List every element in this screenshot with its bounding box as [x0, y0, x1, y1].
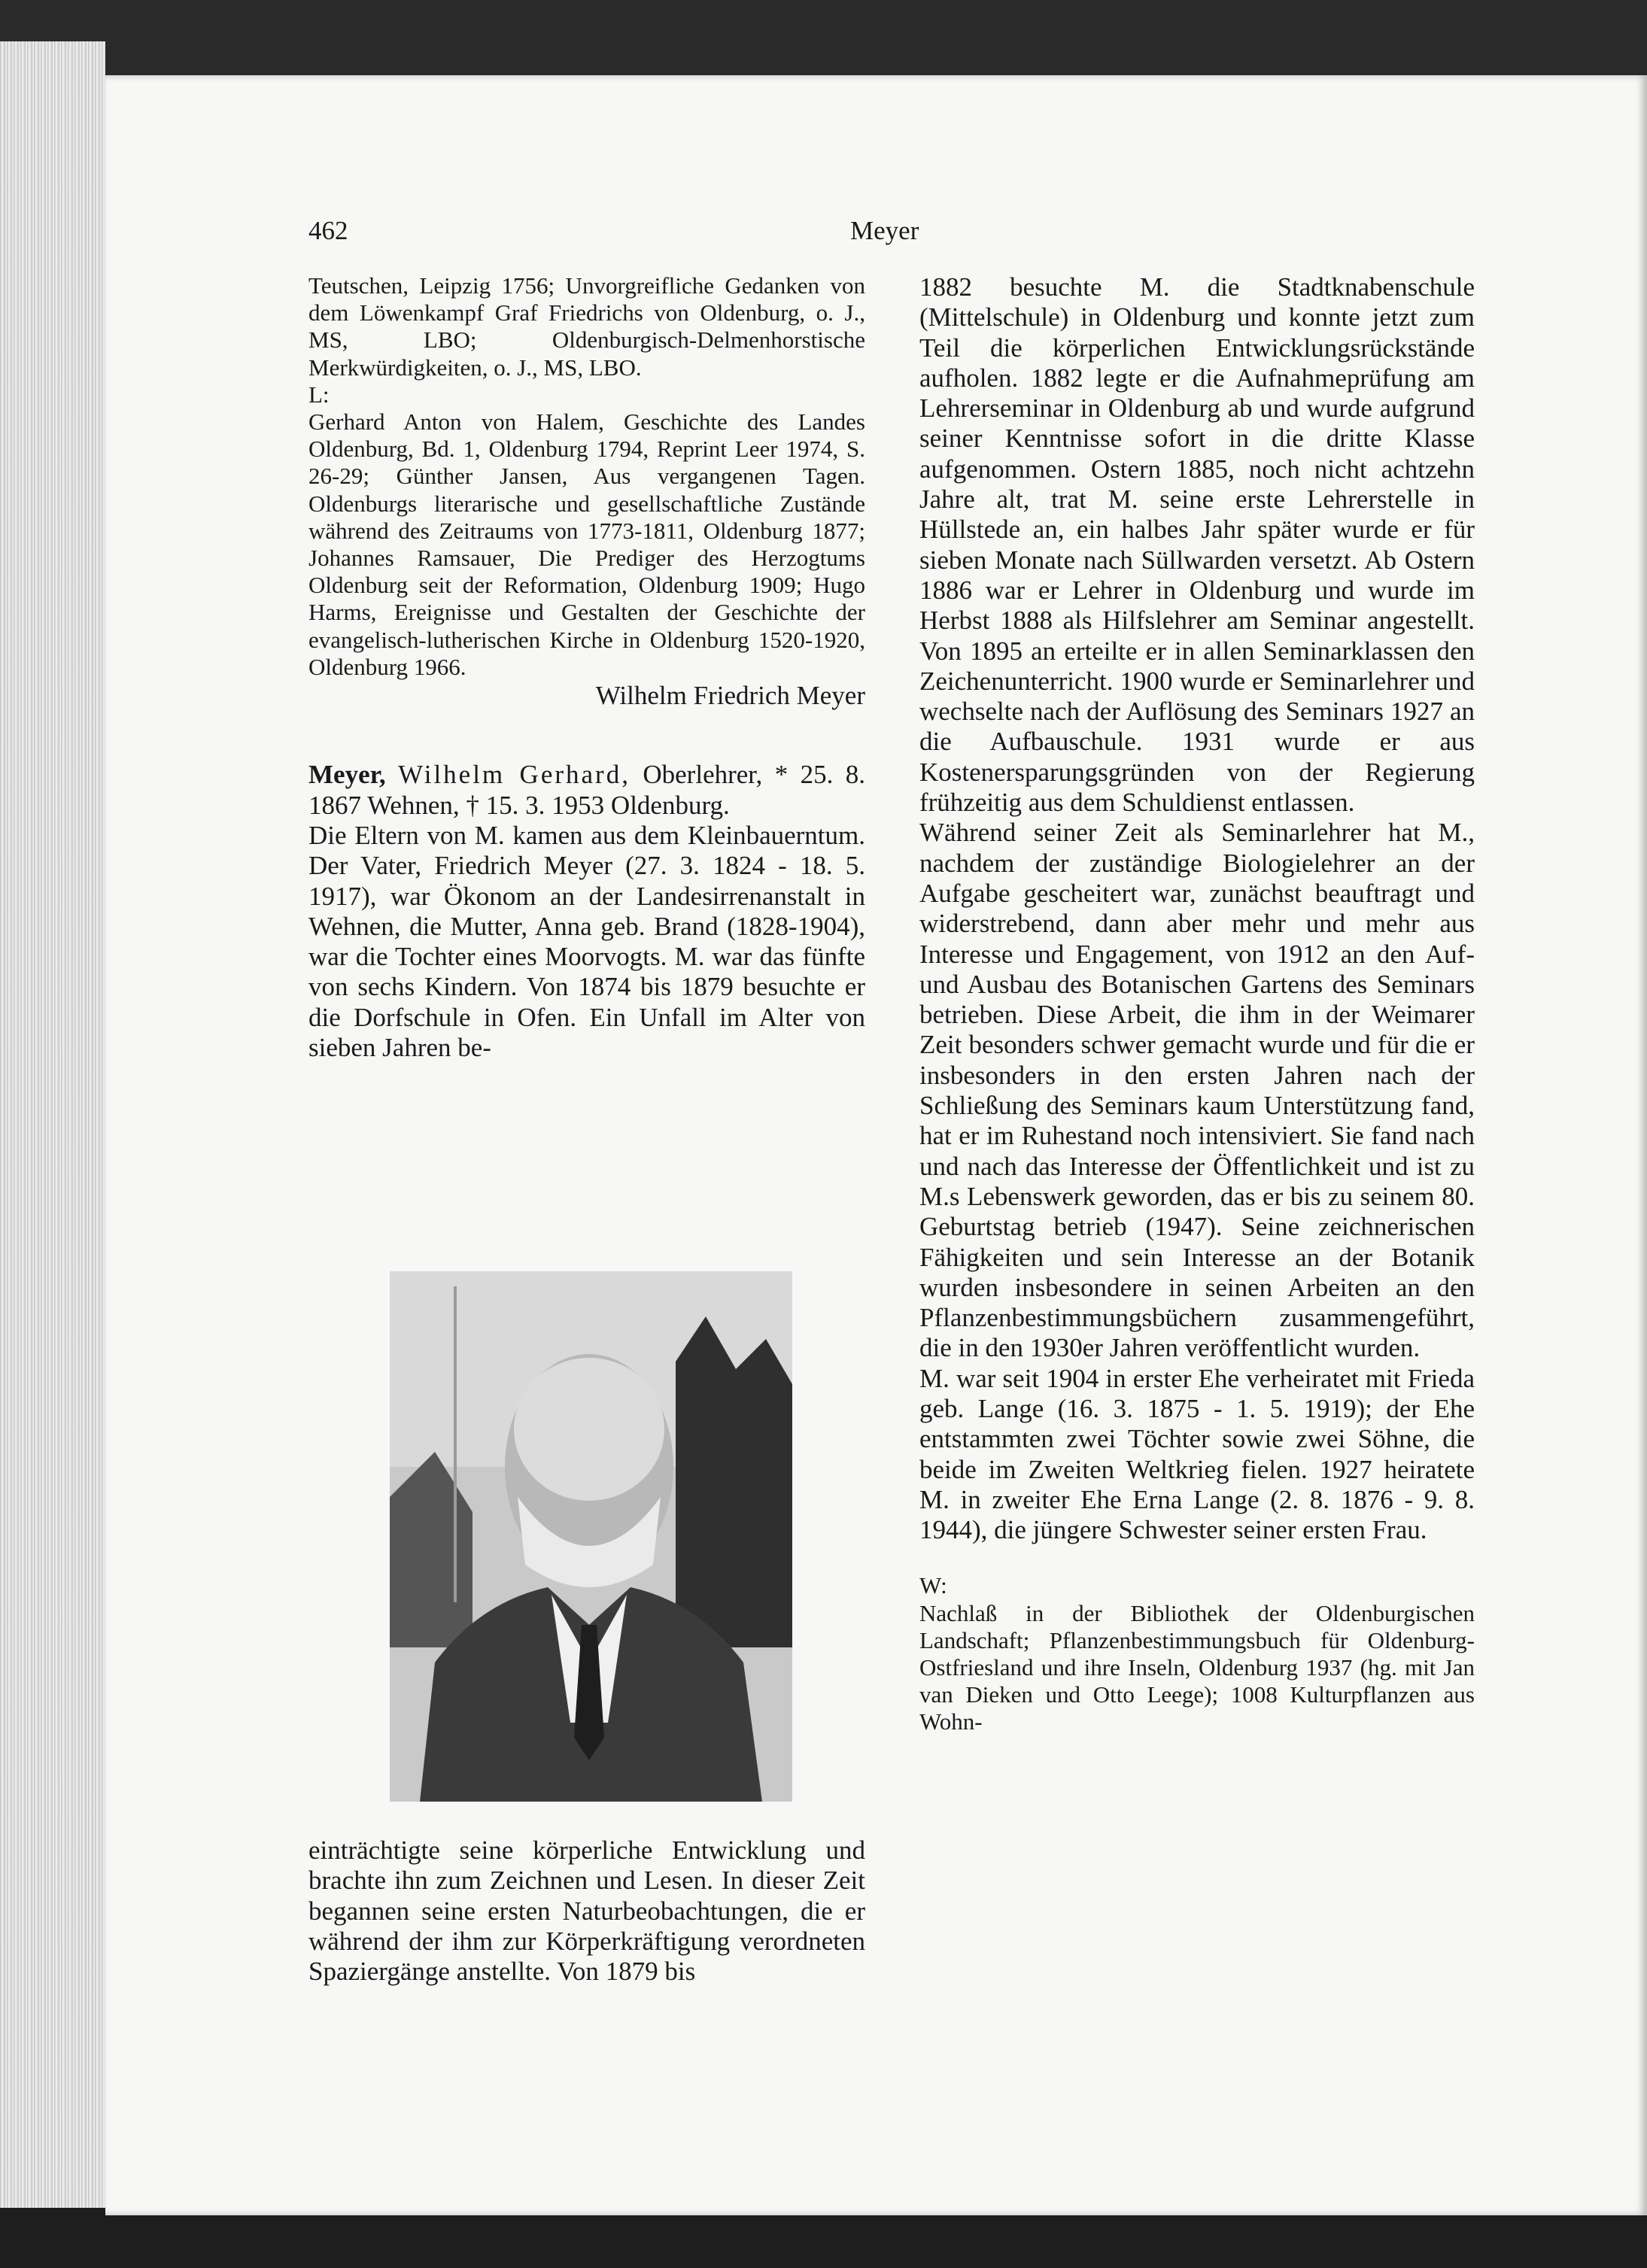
- scan-background: [0, 2208, 1647, 2268]
- page-number: 462: [308, 216, 348, 245]
- biography-paragraph-3: 1882 besuchte M. die Stadtknabenschule (Mittelschule) in Oldenburg und konnte jetzt zum Teil die körperlichen Entwicklungsrückstände aufholen. 1882 legte er die Aufnahmeprüfung am Lehrerseminar in Oldenburg ab und wurde aufgrund seiner Kenntnisse sofort in die dritte Klasse aufgenommen. Ostern 1885, noch nicht achtzehn Jahre alt, trat M. seine erste Lehrerstelle in Hüllstede an, ein halbes Jahr später wurde er für sieben Monate nach Süllwarden versetzt. Ab Ostern 1886 war er Lehrer in Oldenburg und wurde im Herbst 1888 als Hilfslehrer am Seminar angestellt. Von 1895 an erteilte er in allen Seminarklassen den Zeichenunterricht. 1900 wurde er Seminarlehrer und wechselte nach der Auflösung des Seminars 1927 an die Aufbauschule. 1931 wurde er aus Kostenersparungsgründen von der Regierung frühzeitig aus dem Schuldienst entlassen.: [919, 272, 1475, 818]
- right-column: [919, 272, 1475, 1736]
- biography-paragraph-2: einträchtigte seine körperliche Entwicklung und brachte ihn zum Zeichnen und Lesen. In dieser Zeit begannen seine ersten Naturbeobachtungen, die er während der ihm zur Körperkräftigung verordneten Spaziergänge anstellte. Von 1879 bis: [308, 1835, 865, 1987]
- works-label: W:: [919, 1572, 947, 1599]
- left-column-continued: [308, 1835, 865, 1987]
- literature-text: Gerhard Anton von Halem, Geschichte des Landes Oldenburg, Bd. 1, Oldenburg 1794, Reprint Leer 1974, S. 26-29; Günther Jansen, Aus vergangenen Tagen. Oldenburgs literarische und gesellschaftliche Zustände während des Zeitraums von 1773-1811, Oldenburg 1877; Johannes Ramsauer, Die Prediger des Herzogtums Oldenburg seit der Reformation, Oldenburg 1909; Hugo Harms, Ereignisse und Gestalten der Geschichte der evangelisch-lutherischen Kirche in Oldenburg 1520-1920, Oldenburg 1966.: [308, 408, 865, 680]
- entry-surname: Meyer,: [308, 760, 386, 790]
- previous-entry-works: Teutschen, Leipzig 1756; Unvorgreifliche Gedanken von dem Löwenkampf Graf Friedrichs von Oldenburg, o. J., MS, LBO; Oldenburgisch-Delmenhorstische Merkwürdigkeiten, o. J., MS, LBO.: [308, 272, 865, 381]
- left-column: [308, 272, 865, 1063]
- biography-paragraph-4: Während seiner Zeit als Seminarlehrer hat M., nachdem der zuständige Biologielehrer an der Aufgabe gescheitert war, zunächst beauftragt und widerstrebend, dann aber mehr und mehr aus Interesse und Engagement, von 1912 an den Auf- und Ausbau des Botanischen Gartens des Seminars betrieben. Diese Arbeit, die ihm in der Weimarer Zeit besonders schwer gemacht wurde und für die er insbesonders in den ersten Jahren nach der Schließung des Seminars kaum Unterstützung fand, hat er im Ruhestand noch intensiviert. Sie fand nach und nach das Interesse der Öffentlichkeit und ist zu M.s Lebenswerk geworden, das er bis zu seinem 80. Geburtstag betrieb (1947). Seine zeichnerischen Fähigkeiten und sein Interesse an der Botanik wurden insbesondere in seinen Arbeiten an den Pflanzenbestimmungsbüchern zusammengeführt, die in den 1930er Jahren veröffentlicht wurden.: [919, 818, 1475, 1363]
- works-text: Nachlaß in der Bibliothek der Oldenburgischen Landschaft; Pflanzenbestimmungsbuch für Oldenburg-Ostfriesland und ihre Inseln, Oldenburg 1937 (hg. mit Jan van Dieken und Otto Leege); 1008 Kulturpflanzen aus Wohn-: [919, 1599, 1475, 1735]
- author-signature: Wilhelm Friedrich Meyer: [595, 681, 865, 711]
- book-page-edges: [0, 41, 105, 2215]
- entry-heading: [308, 760, 865, 821]
- biography-paragraph-5: M. war seit 1904 in erster Ehe verheiratet mit Frieda geb. Lange (16. 3. 1875 - 1. 5. 1919); der Ehe entstammten zwei Töchter sowie zwei Söhne, die beide im Zweiten Weltkrieg fielen. 1927 heiratete M. in zweiter Ehe Erna Lange (2. 8. 1876 - 9. 8. 1944), die jüngere Schwester seiner ersten Frau.: [919, 1363, 1475, 1545]
- portrait-photo: [390, 1271, 792, 1802]
- running-title: Meyer: [850, 216, 919, 245]
- entry-dates: Oberlehrer, * 25. 8. 1867 Wehnen, † 15. 3. 1953 Oldenburg.: [308, 760, 865, 820]
- literature-label: L:: [308, 381, 330, 408]
- entry-given-names: Wilhelm Gerhard,: [398, 760, 631, 790]
- biography-paragraph-1: Die Eltern von M. kamen aus dem Kleinbauerntum. Der Vater, Friedrich Meyer (27. 3. 1824 - 18. 5. 1917), war Ökonom an der Landesirrenanstalt in Wehnen, die Mutter, Anna geb. Brand (1828-1904), war die Tochter eines Moorvogts. M. war das fünfte von sechs Kindern. Von 1874 bis 1879 besuchte er die Dorfschule in Ofen. Ein Unfall im Alter von sieben Jahren be-: [308, 820, 865, 1063]
